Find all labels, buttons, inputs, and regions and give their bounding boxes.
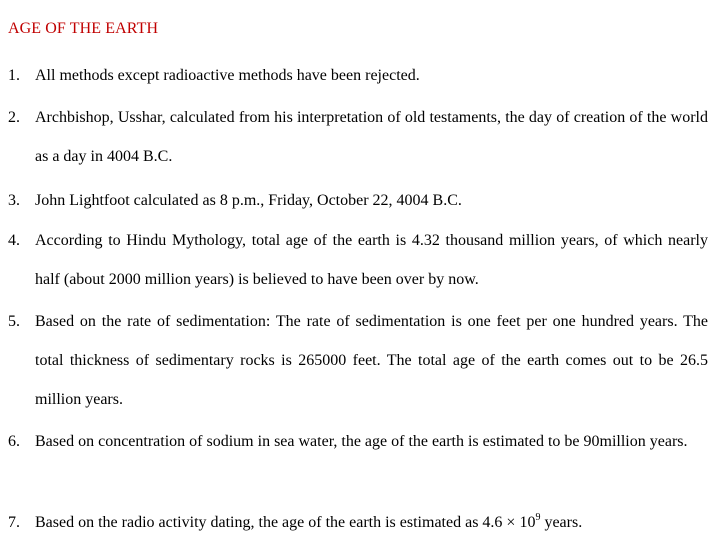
item-number: 5. <box>8 313 20 330</box>
item-number: 6. <box>8 433 20 450</box>
item-text-before: Based on the radio activity dating, the age of the earth is estimated as 4.6 × 10 <box>35 514 536 531</box>
document-title: AGE OF THE EARTH <box>8 20 159 37</box>
item-number: 1. <box>8 67 20 84</box>
list-item <box>8 503 708 542</box>
list-item <box>8 221 708 299</box>
item-text-after: years. <box>540 514 583 531</box>
item-text <box>35 503 708 542</box>
item-number: 3. <box>8 192 20 209</box>
item-text: According to Hindu Mythology, total age of the earth is 4.32 thousand million years, of which nearly half (about 2000 million years) is believed to have been over by now. <box>35 232 708 288</box>
list-item <box>8 302 708 419</box>
item-number: 7. <box>8 514 20 531</box>
list-item <box>8 181 708 220</box>
item-text: John Lightfoot calculated as 8 p.m., Friday, October 22, 4004 B.C. <box>35 192 462 209</box>
item-text: Based on the rate of sedimentation: The rate of sedimentation is one feet per one hundred years. The total thickness of sedimentary rocks is 265000 feet. The total age of the earth comes out to be 26.5 million years. <box>35 313 708 408</box>
item-number: 4. <box>8 232 20 249</box>
exponent: 9 <box>535 512 541 523</box>
item-number: 2. <box>8 109 20 126</box>
list-item <box>8 422 708 461</box>
item-text: Archbishop, Usshar, calculated from his interpretation of old testaments, the day of creation of the world as a day in 4004 B.C. <box>35 109 708 165</box>
list-item <box>8 98 708 176</box>
item-text: All methods except radioactive methods have been rejected. <box>35 67 420 84</box>
item-text: Based on concentration of sodium in sea water, the age of the earth is estimated to be 90million years. <box>35 433 688 450</box>
list-item <box>8 56 708 95</box>
